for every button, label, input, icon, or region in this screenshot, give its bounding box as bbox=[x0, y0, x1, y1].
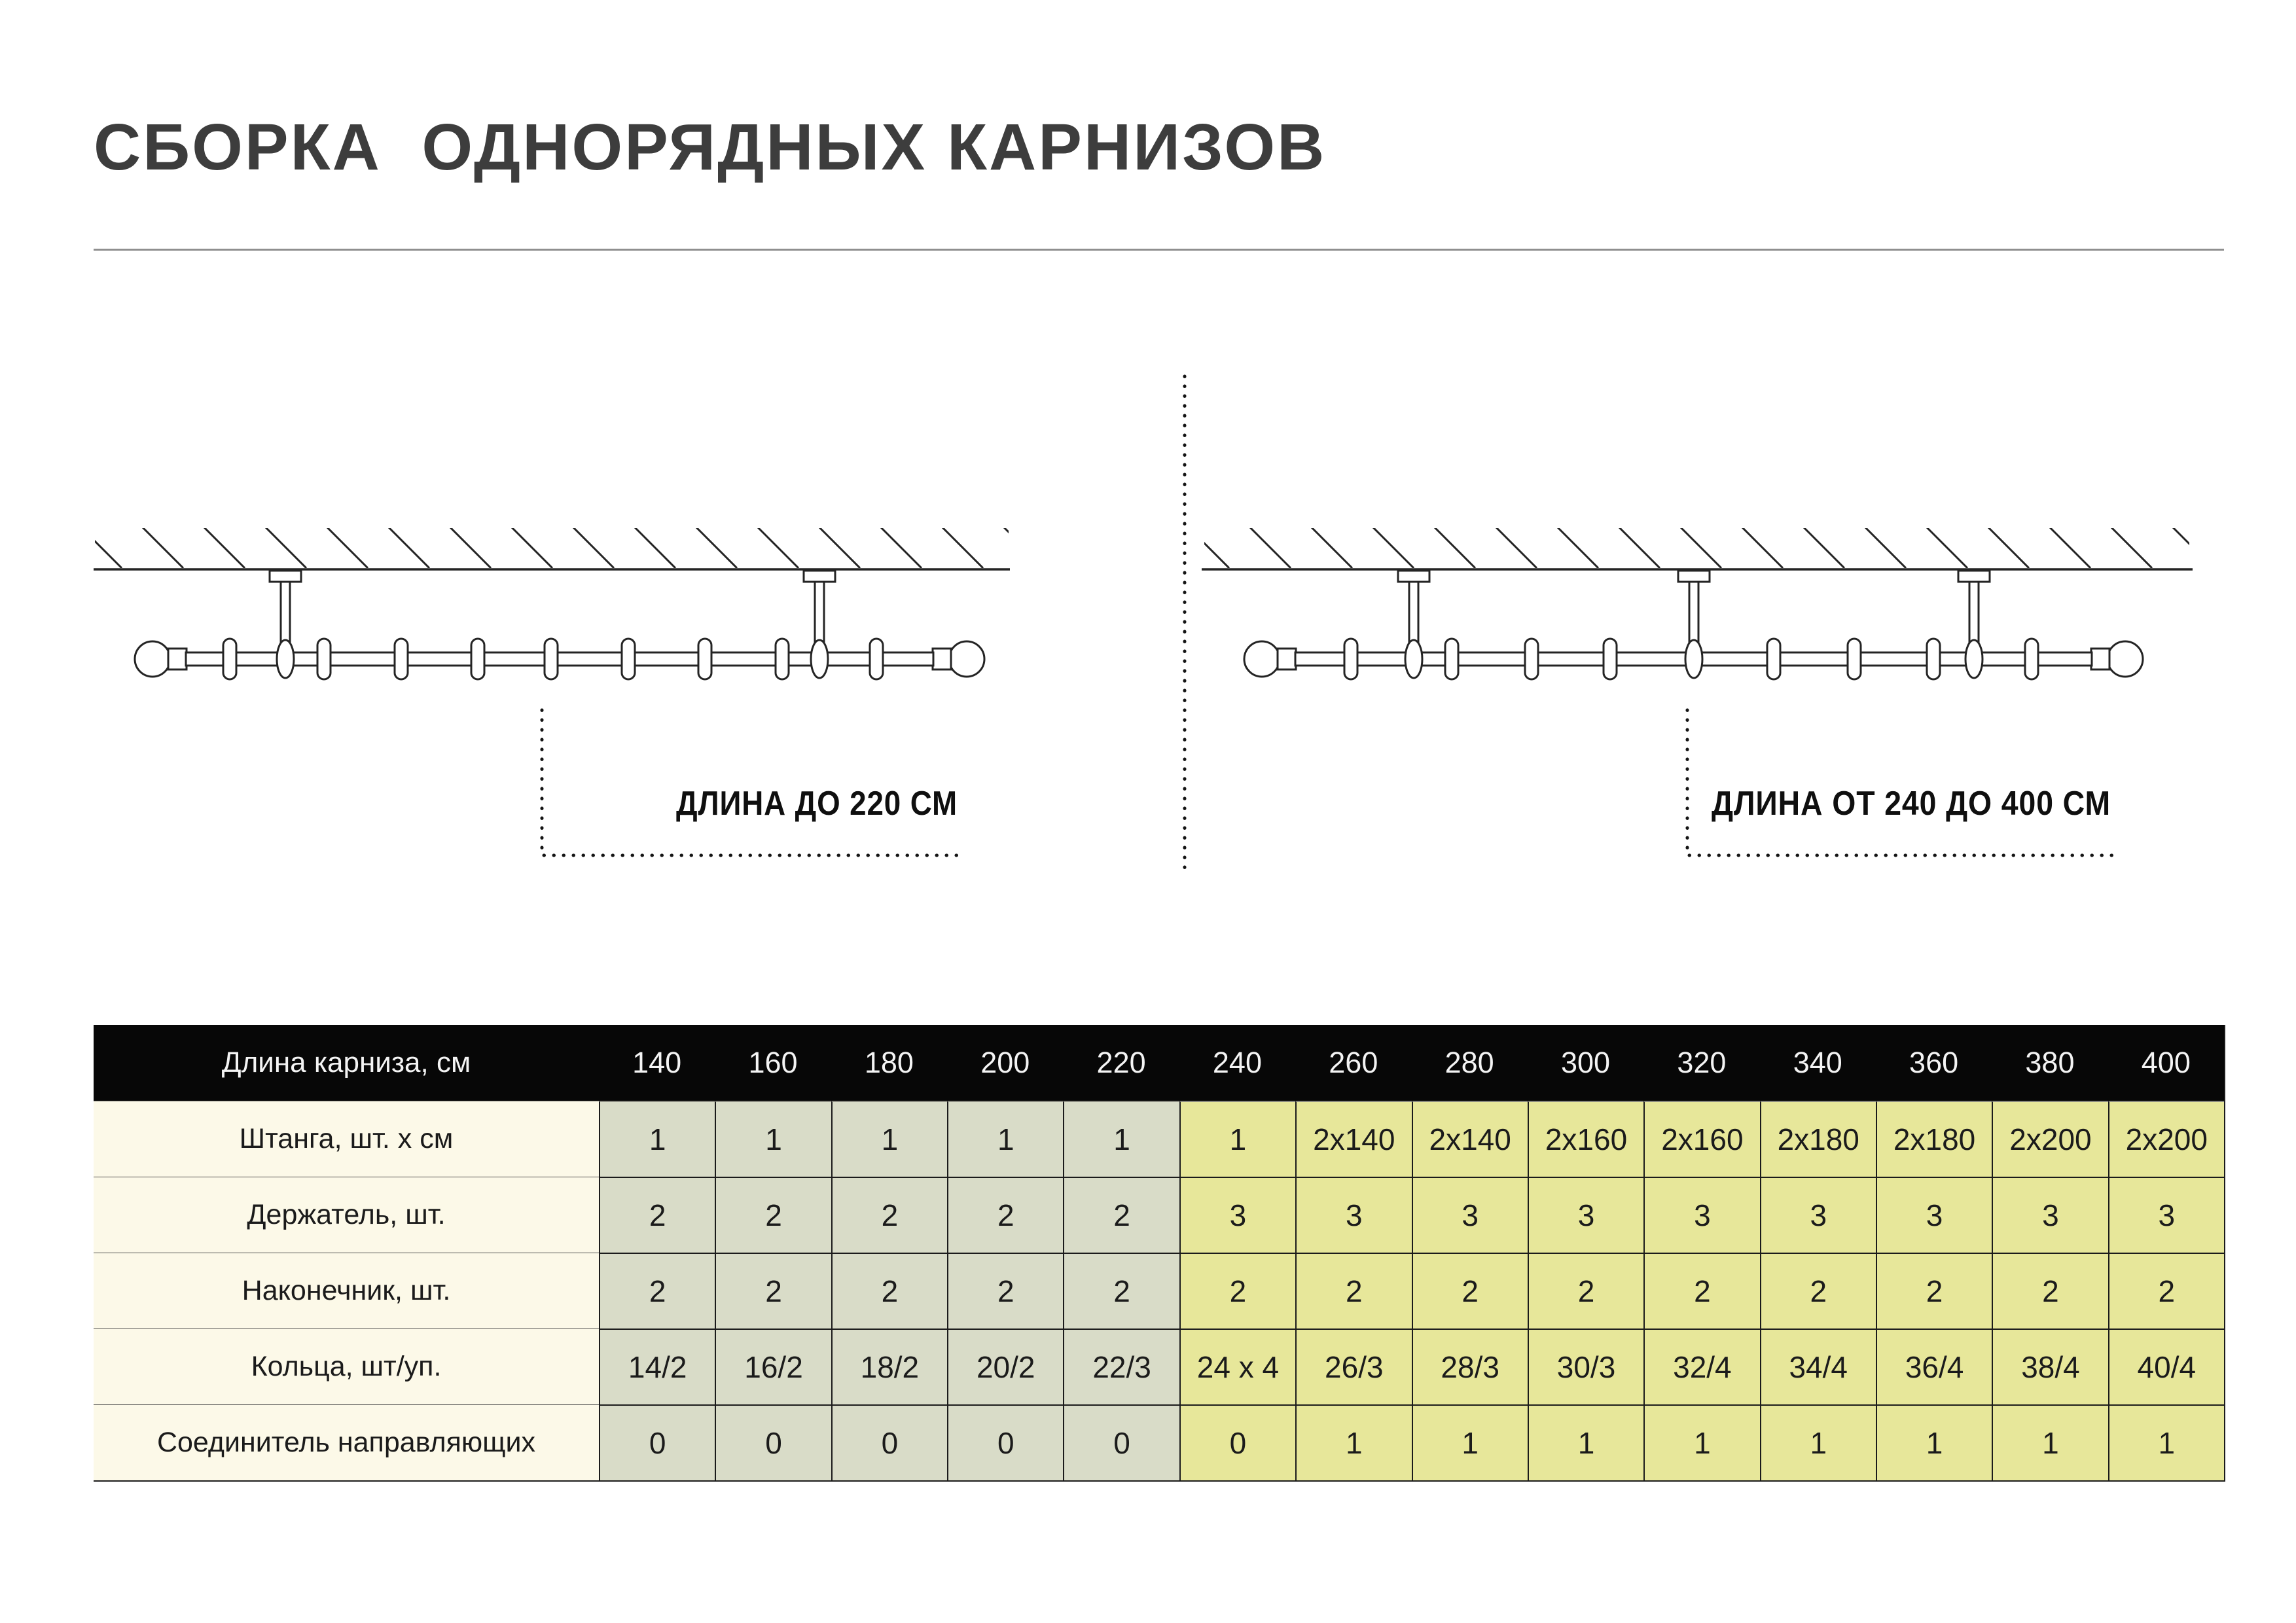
value-cell: 40/4 bbox=[2108, 1329, 2224, 1404]
value-cell: 1 bbox=[1179, 1101, 1295, 1177]
value-cell: 2 bbox=[599, 1253, 715, 1329]
right-length-caption: ДЛИНА ОТ 240 ДО 400 СМ bbox=[1712, 785, 2111, 823]
value-cell: 38/4 bbox=[1992, 1329, 2108, 1404]
value-cell: 2 bbox=[1760, 1253, 1876, 1329]
column-header: 360 bbox=[1876, 1025, 1992, 1101]
length-guide-dotted bbox=[542, 710, 957, 855]
value-cell: 2x140 bbox=[1412, 1101, 1528, 1177]
value-cell: 2 bbox=[1876, 1253, 1992, 1329]
curtain-ring bbox=[1344, 639, 1357, 679]
column-header: 140 bbox=[599, 1025, 715, 1101]
value-cell: 3 bbox=[1412, 1177, 1528, 1253]
column-header: 260 bbox=[1295, 1025, 1411, 1101]
right-cornice-diagram bbox=[1202, 528, 2193, 855]
curtain-ring bbox=[1927, 639, 1940, 679]
value-cell: 1 bbox=[2108, 1404, 2224, 1480]
value-cell: 2 bbox=[599, 1177, 715, 1253]
value-cell: 1 bbox=[1063, 1101, 1179, 1177]
value-cell: 0 bbox=[831, 1404, 947, 1480]
value-cell: 1 bbox=[947, 1101, 1063, 1177]
curtain-ring bbox=[776, 639, 789, 679]
value-cell: 36/4 bbox=[1876, 1329, 1992, 1404]
value-cell: 32/4 bbox=[1643, 1329, 1759, 1404]
row-label: Соединитель направляющих bbox=[94, 1404, 599, 1480]
column-header: 200 bbox=[947, 1025, 1063, 1101]
value-cell: 0 bbox=[599, 1404, 715, 1480]
curtain-ring bbox=[471, 639, 484, 679]
finial-ball bbox=[135, 641, 187, 677]
ceiling-hatch bbox=[1204, 528, 2189, 568]
curtain-ring bbox=[698, 639, 711, 679]
curtain-ring bbox=[1525, 639, 1538, 679]
value-cell: 3 bbox=[1643, 1177, 1759, 1253]
column-header: 320 bbox=[1643, 1025, 1759, 1101]
finial-ball bbox=[2091, 641, 2143, 677]
value-cell: 1 bbox=[1992, 1404, 2108, 1480]
value-cell: 2 bbox=[947, 1253, 1063, 1329]
curtain-ring bbox=[1848, 639, 1861, 679]
curtain-ring bbox=[395, 639, 408, 679]
value-cell: 30/3 bbox=[1528, 1329, 1643, 1404]
value-cell: 24 x 4 bbox=[1179, 1329, 1295, 1404]
value-cell: 2 bbox=[2108, 1253, 2224, 1329]
value-cell: 3 bbox=[1992, 1177, 2108, 1253]
row-label: Кольца, шт/уп. bbox=[94, 1329, 599, 1404]
value-cell: 3 bbox=[1295, 1177, 1411, 1253]
finial-ball bbox=[933, 641, 984, 677]
value-cell: 0 bbox=[1063, 1404, 1179, 1480]
value-cell: 2 bbox=[715, 1253, 831, 1329]
curtain-ring bbox=[1767, 639, 1780, 679]
value-cell: 2x160 bbox=[1528, 1101, 1643, 1177]
value-cell: 2 bbox=[1063, 1177, 1179, 1253]
row-label: Держатель, шт. bbox=[94, 1177, 599, 1253]
bracket-grip bbox=[1405, 640, 1422, 678]
value-cell: 2 bbox=[1643, 1253, 1759, 1329]
value-cell: 1 bbox=[1643, 1404, 1759, 1480]
row-label: Наконечник, шт. bbox=[94, 1253, 599, 1329]
value-cell: 16/2 bbox=[715, 1329, 831, 1404]
ceiling-hatch bbox=[95, 528, 1009, 568]
finial-ball bbox=[1244, 641, 1296, 677]
curtain-ring bbox=[870, 639, 883, 679]
value-cell: 2 bbox=[1295, 1253, 1411, 1329]
value-cell: 3 bbox=[1528, 1177, 1643, 1253]
value-cell: 1 bbox=[1295, 1404, 1411, 1480]
value-cell: 2 bbox=[1412, 1253, 1528, 1329]
value-cell: 26/3 bbox=[1295, 1329, 1411, 1404]
value-cell: 1 bbox=[1528, 1404, 1643, 1480]
value-cell: 20/2 bbox=[947, 1329, 1063, 1404]
curtain-ring bbox=[1445, 639, 1458, 679]
value-cell: 3 bbox=[2108, 1177, 2224, 1253]
column-header: 400 bbox=[2108, 1025, 2224, 1101]
value-cell: 2 bbox=[1063, 1253, 1179, 1329]
table-header-label: Длина карниза, см bbox=[94, 1025, 599, 1101]
column-header: 160 bbox=[715, 1025, 831, 1101]
column-header: 180 bbox=[831, 1025, 947, 1101]
value-cell: 2 bbox=[1528, 1253, 1643, 1329]
bracket-grip bbox=[1685, 640, 1702, 678]
column-header: 240 bbox=[1179, 1025, 1295, 1101]
value-cell: 1 bbox=[715, 1101, 831, 1177]
value-cell: 3 bbox=[1179, 1177, 1295, 1253]
value-cell: 2x160 bbox=[1643, 1101, 1759, 1177]
page-title: СБОРКА ОДНОРЯДНЫХ КАРНИЗОВ bbox=[94, 111, 1327, 184]
value-cell: 2 bbox=[1992, 1253, 2108, 1329]
value-cell: 1 bbox=[1876, 1404, 1992, 1480]
value-cell: 34/4 bbox=[1760, 1329, 1876, 1404]
value-cell: 2x200 bbox=[2108, 1101, 2224, 1177]
bracket-grip bbox=[1965, 640, 1982, 678]
value-cell: 14/2 bbox=[599, 1329, 715, 1404]
curtain-ring bbox=[2025, 639, 2038, 679]
value-cell: 2 bbox=[831, 1253, 947, 1329]
value-cell: 3 bbox=[1876, 1177, 1992, 1253]
value-cell: 2x180 bbox=[1760, 1101, 1876, 1177]
value-cell: 1 bbox=[831, 1101, 947, 1177]
length-guide-dotted bbox=[1687, 710, 2114, 855]
column-header: 220 bbox=[1063, 1025, 1179, 1101]
bracket-grip bbox=[811, 640, 828, 678]
row-label: Штанга, шт. х см bbox=[94, 1101, 599, 1177]
value-cell: 18/2 bbox=[831, 1329, 947, 1404]
column-header: 380 bbox=[1992, 1025, 2108, 1101]
value-cell: 2x200 bbox=[1992, 1101, 2108, 1177]
value-cell: 3 bbox=[1760, 1177, 1876, 1253]
components-table bbox=[94, 1025, 2225, 1482]
value-cell: 2 bbox=[715, 1177, 831, 1253]
value-cell: 28/3 bbox=[1412, 1329, 1528, 1404]
curtain-ring bbox=[223, 639, 236, 679]
value-cell: 2x140 bbox=[1295, 1101, 1411, 1177]
value-cell: 0 bbox=[1179, 1404, 1295, 1480]
value-cell: 2 bbox=[947, 1177, 1063, 1253]
value-cell: 0 bbox=[715, 1404, 831, 1480]
value-cell: 2 bbox=[1179, 1253, 1295, 1329]
curtain-ring bbox=[317, 639, 331, 679]
column-header: 340 bbox=[1760, 1025, 1876, 1101]
value-cell: 1 bbox=[599, 1101, 715, 1177]
curtain-ring bbox=[1604, 639, 1617, 679]
value-cell: 22/3 bbox=[1063, 1329, 1179, 1404]
value-cell: 2 bbox=[831, 1177, 947, 1253]
curtain-ring bbox=[622, 639, 635, 679]
left-cornice-diagram bbox=[94, 528, 1010, 855]
column-header: 300 bbox=[1528, 1025, 1643, 1101]
value-cell: 2x180 bbox=[1876, 1101, 1992, 1177]
left-length-caption: ДЛИНА ДО 220 СМ bbox=[676, 785, 958, 823]
bracket-grip bbox=[277, 640, 294, 678]
column-header: 280 bbox=[1412, 1025, 1528, 1101]
curtain-ring bbox=[545, 639, 558, 679]
value-cell: 0 bbox=[947, 1404, 1063, 1480]
value-cell: 1 bbox=[1760, 1404, 1876, 1480]
value-cell: 1 bbox=[1412, 1404, 1528, 1480]
